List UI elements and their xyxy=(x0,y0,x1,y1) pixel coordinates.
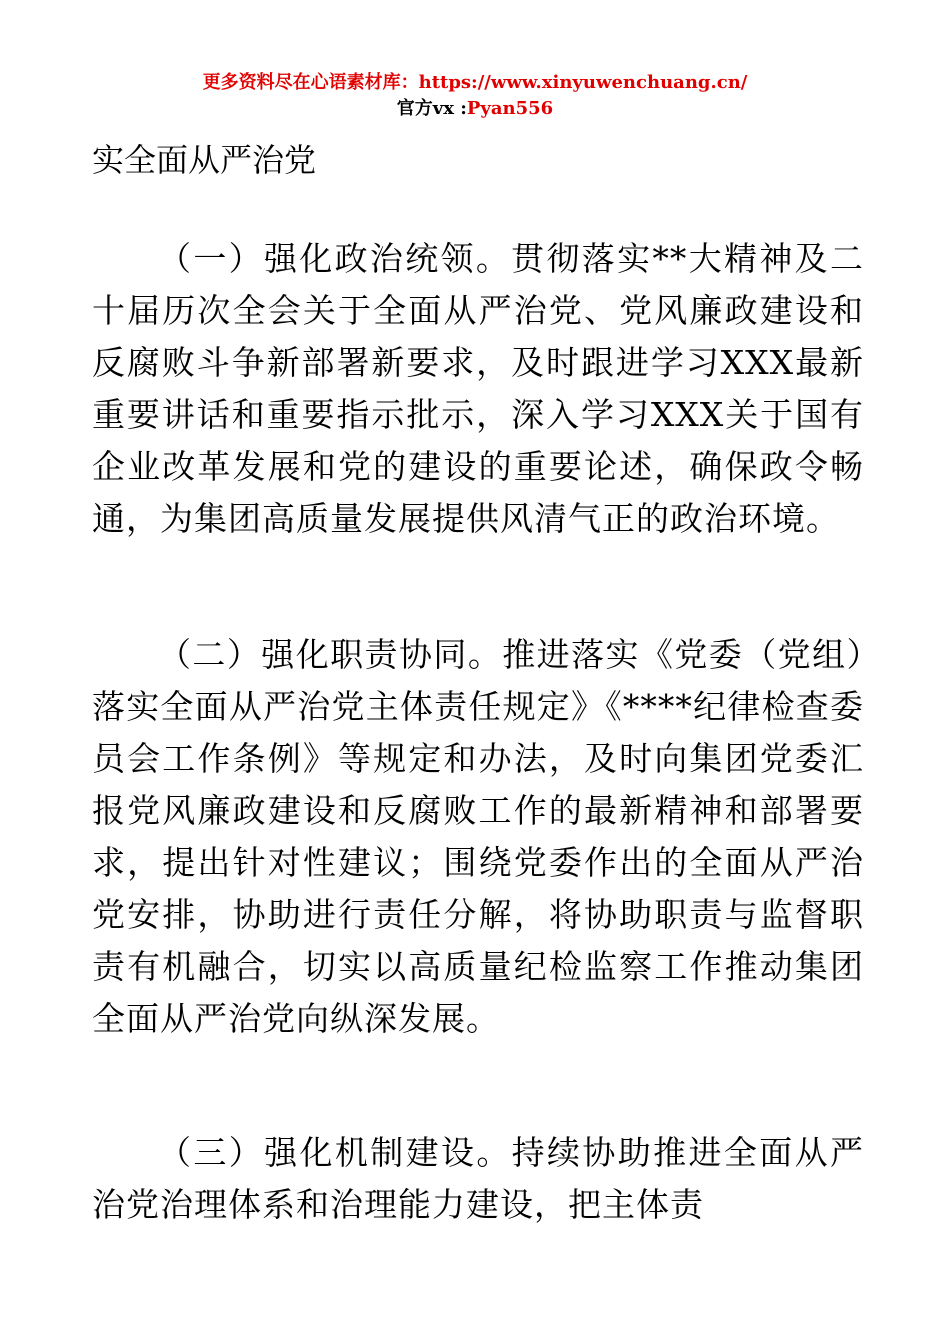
page-header xyxy=(0,70,950,122)
paragraph-3: （三）强化机制建设。持续协助推进全面从严治党治理体系和治理能力建设，把主体责 xyxy=(92,1133,864,1224)
wechat-line xyxy=(0,96,950,122)
paragraph-2: （二）强化职责协同。推进落实《党委（党组）落实全面从严治党主体责任规定》《****纪律检查委员会工作条例》等规定和办法，及时向集团党委汇报党风廉政建设和反腐败工作的最新精神和部署要求，提出针对性建议；围绕党委作出的全面从严治党安排，协助进行责任分解，将协助职责与监督职责有机融合，切实以高质量纪检监察工作推动集团全面从严治党向纵深发展。 xyxy=(92,635,864,1038)
promo-line xyxy=(0,70,950,96)
section-title: 实全面从严治党 xyxy=(92,141,317,179)
paragraph-1: （一）强化政治统领。贯彻落实**大精神及二十届历次全会关于全面从严治党、党风廉政建设和反腐败斗争新部署新要求，及时跟进学习XXX最新重要讲话和重要指示批示，深入学习XXX关于国有企业改革发展和党的建设的重要论述，确保政令畅通，为集团高质量发展提供风清气正的政治环境。 xyxy=(92,239,864,538)
promo-label: 更多资料尽在心语素材库： xyxy=(202,72,419,93)
wechat-label: 官方vx : xyxy=(396,98,467,119)
wechat-id: Pyan556 xyxy=(466,98,554,119)
promo-url-link[interactable]: https://www.xinyuwenchuang.cn/ xyxy=(418,72,748,93)
